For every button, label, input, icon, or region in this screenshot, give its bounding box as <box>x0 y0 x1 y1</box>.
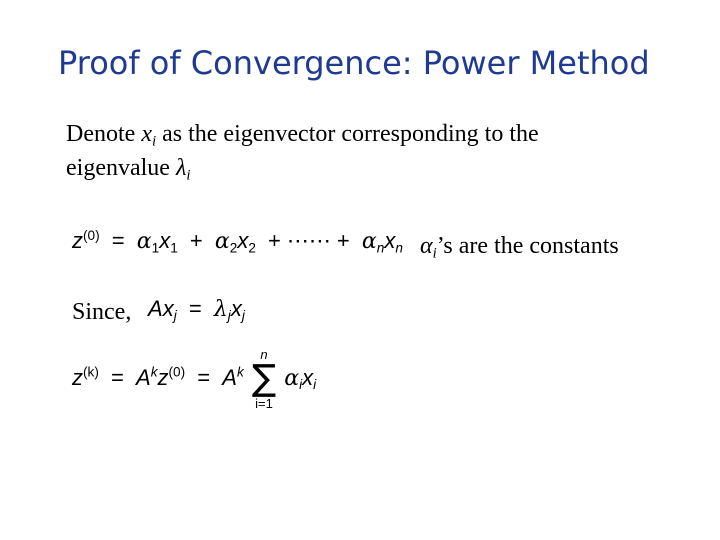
constants-note: $\alpha_i’s$ are the constants <box>420 233 619 262</box>
equation-eigen: $Ax_j = \lambda_jx_j$ <box>148 296 245 324</box>
line1-suffix: as the eigenvector corresponding to the <box>156 121 539 147</box>
sigma-symbol: ∑ <box>251 358 277 399</box>
summation: n ∑ i=1 <box>251 347 277 411</box>
since-label: Since, <box>72 299 132 325</box>
equation-zk: $z^{(k)} = A^kz^{(0)} = A^k$ n ∑ i=1 $\alpha_ix_i$ <box>72 347 317 411</box>
line2-prefix: eigenvalue <box>66 155 176 181</box>
equation-z0: $z^{(0)} = \alpha_1x_1 + \alpha_2x_2$ + ⋯⋯ + $\alpha_nx_n$ <box>72 228 403 256</box>
lambda-i-var: $\lambda_i$ <box>175 155 191 184</box>
line1-prefix: Denote <box>66 121 142 147</box>
text-line-2 <box>66 152 191 191</box>
x-i-var: $x_i$ <box>141 121 157 150</box>
slide-title: Proof of Convergence: Power Method <box>58 44 650 82</box>
